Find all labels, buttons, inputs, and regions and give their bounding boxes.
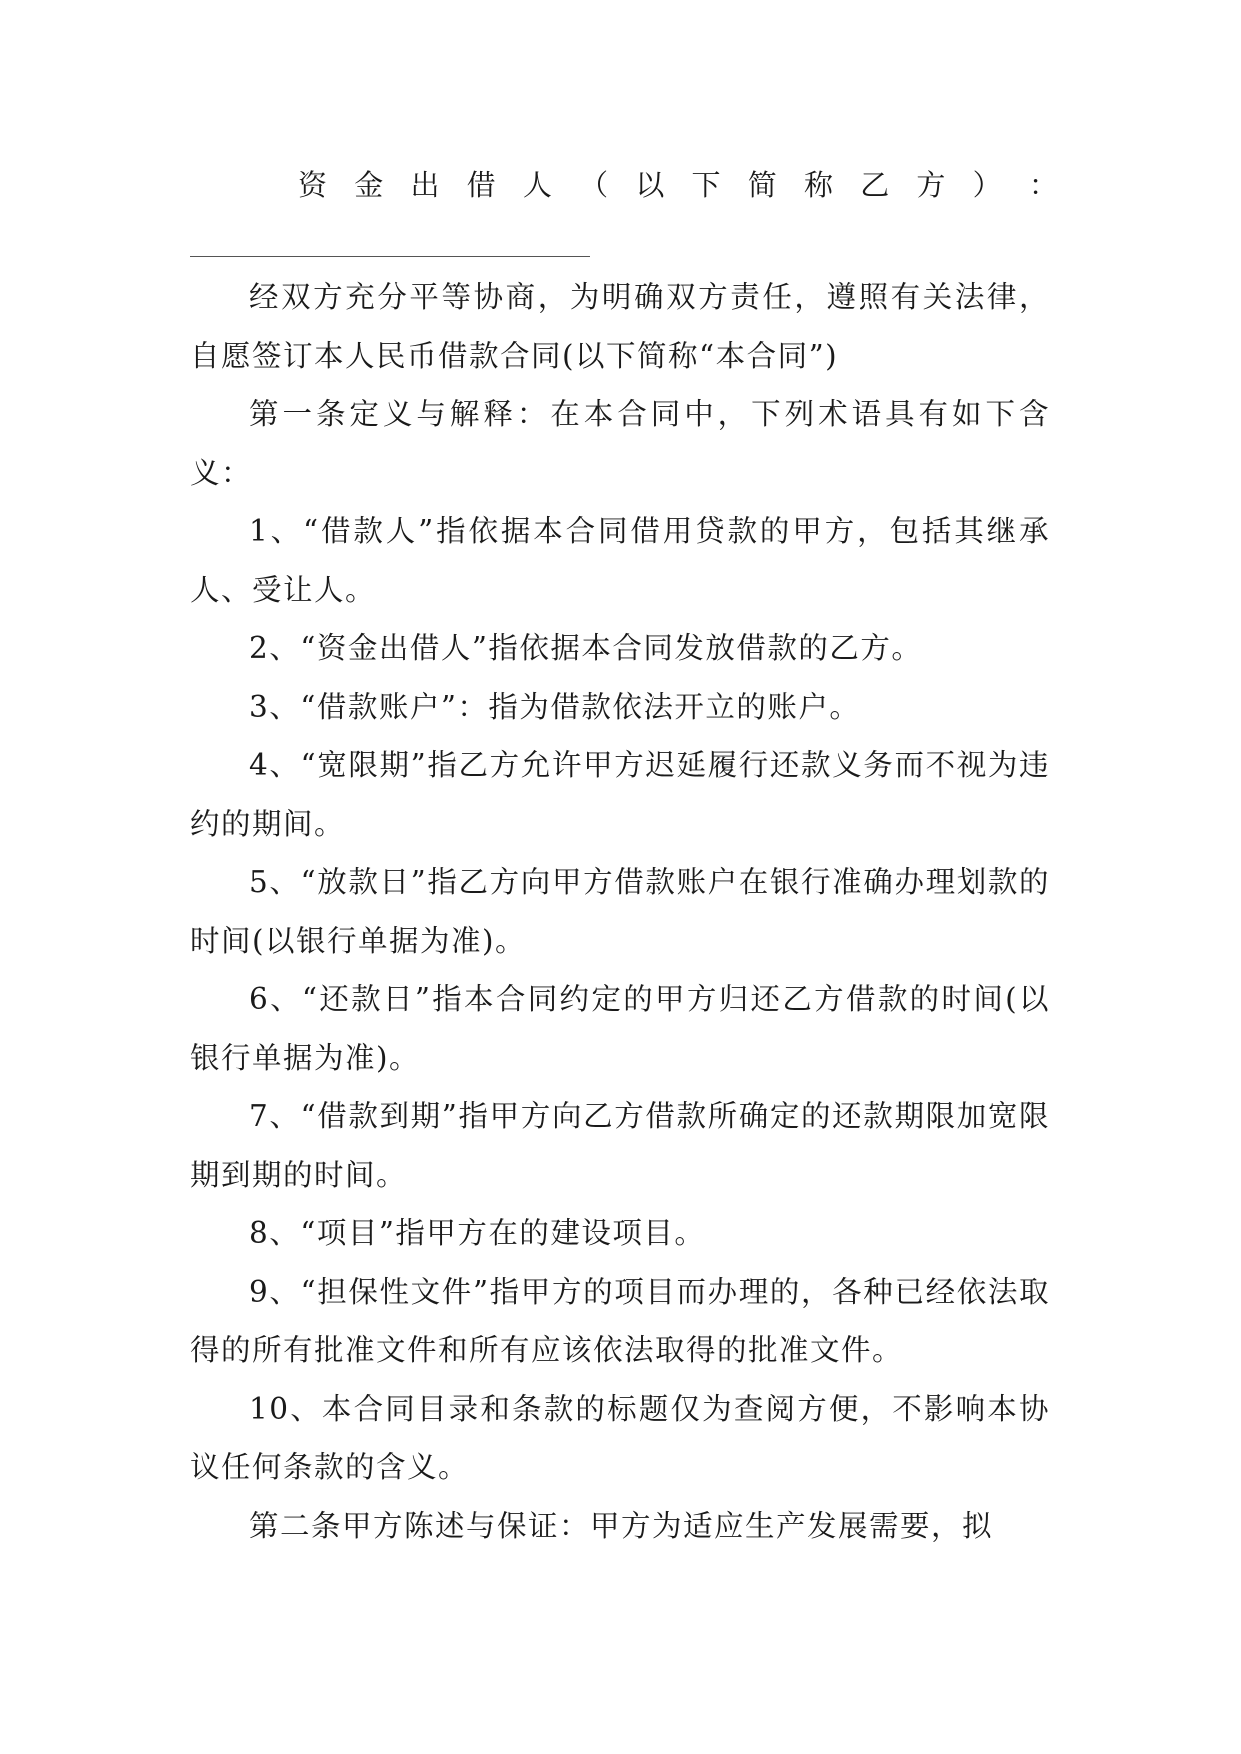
lender-char: ：: [1028, 168, 1058, 202]
definition-item: 4、“宽限期”指乙方允许甲方迟延履行还款义务而不视为违约的期间。: [190, 748, 1050, 841]
lender-char: ）: [972, 168, 1002, 202]
lender-char: 下: [691, 168, 721, 202]
definition-item: 3、“借款账户”：指为借款依法开立的账户。: [249, 689, 861, 724]
definition-item: 6、“还款日”指本合同约定的甲方归还乙方借款的时间(以银行单据为准)。: [190, 982, 1050, 1075]
paragraph-article-2: 第二条甲方陈述与保证：甲方为适应生产发展需要，拟: [249, 1508, 994, 1543]
lender-line: [298, 160, 1058, 210]
paragraph-article-1: 第一条定义与解释：在本合同中，下列术语具有如下含义：: [190, 397, 1050, 490]
definition-item: 2、“资金出借人”指依据本合同发放借款的乙方。: [249, 631, 923, 665]
definition-item: 8、“项目”指甲方在的建设项目。: [249, 1216, 706, 1250]
lender-char: 简: [747, 168, 777, 202]
definition-item: 5、“放款日”指乙方向甲方借款账户在银行准确办理划款的时间(以银行单据为准)。: [190, 865, 1050, 958]
lender-char: 资: [298, 168, 328, 202]
lender-char: 以: [635, 168, 665, 202]
definition-item: 7、“借款到期”指甲方向乙方借款所确定的还款期限加宽限期到期的时间。: [190, 1099, 1050, 1192]
lender-char: （: [579, 168, 609, 202]
lender-char: 乙: [860, 168, 890, 202]
definition-item: 9、“担保性文件”指甲方的项目而办理的，各种已经依法取得的所有批准文件和所有应该依法取得的批准文件。: [190, 1274, 1050, 1367]
definition-item: 10、本合同目录和条款的标题仅为查阅方便，不影响本协议任何条款的含义。: [190, 1391, 1050, 1484]
lender-char: 人: [522, 168, 552, 202]
lender-char: 方: [916, 168, 946, 202]
lender-char: 称: [803, 168, 833, 202]
lender-char: 借: [466, 168, 496, 202]
contract-body: [190, 268, 1050, 1555]
signature-blank-line: [190, 256, 590, 257]
lender-char: 出: [410, 168, 440, 202]
definition-item: 1、“借款人”指依据本合同借用贷款的甲方，包括其继承人、受让人。: [190, 514, 1050, 607]
lender-char: 金: [354, 168, 384, 202]
paragraph-intro: 经双方充分平等协商，为明确双方责任，遵照有关法律，自愿签订本人民币借款合同(以下简称“本合同”): [190, 280, 1050, 373]
